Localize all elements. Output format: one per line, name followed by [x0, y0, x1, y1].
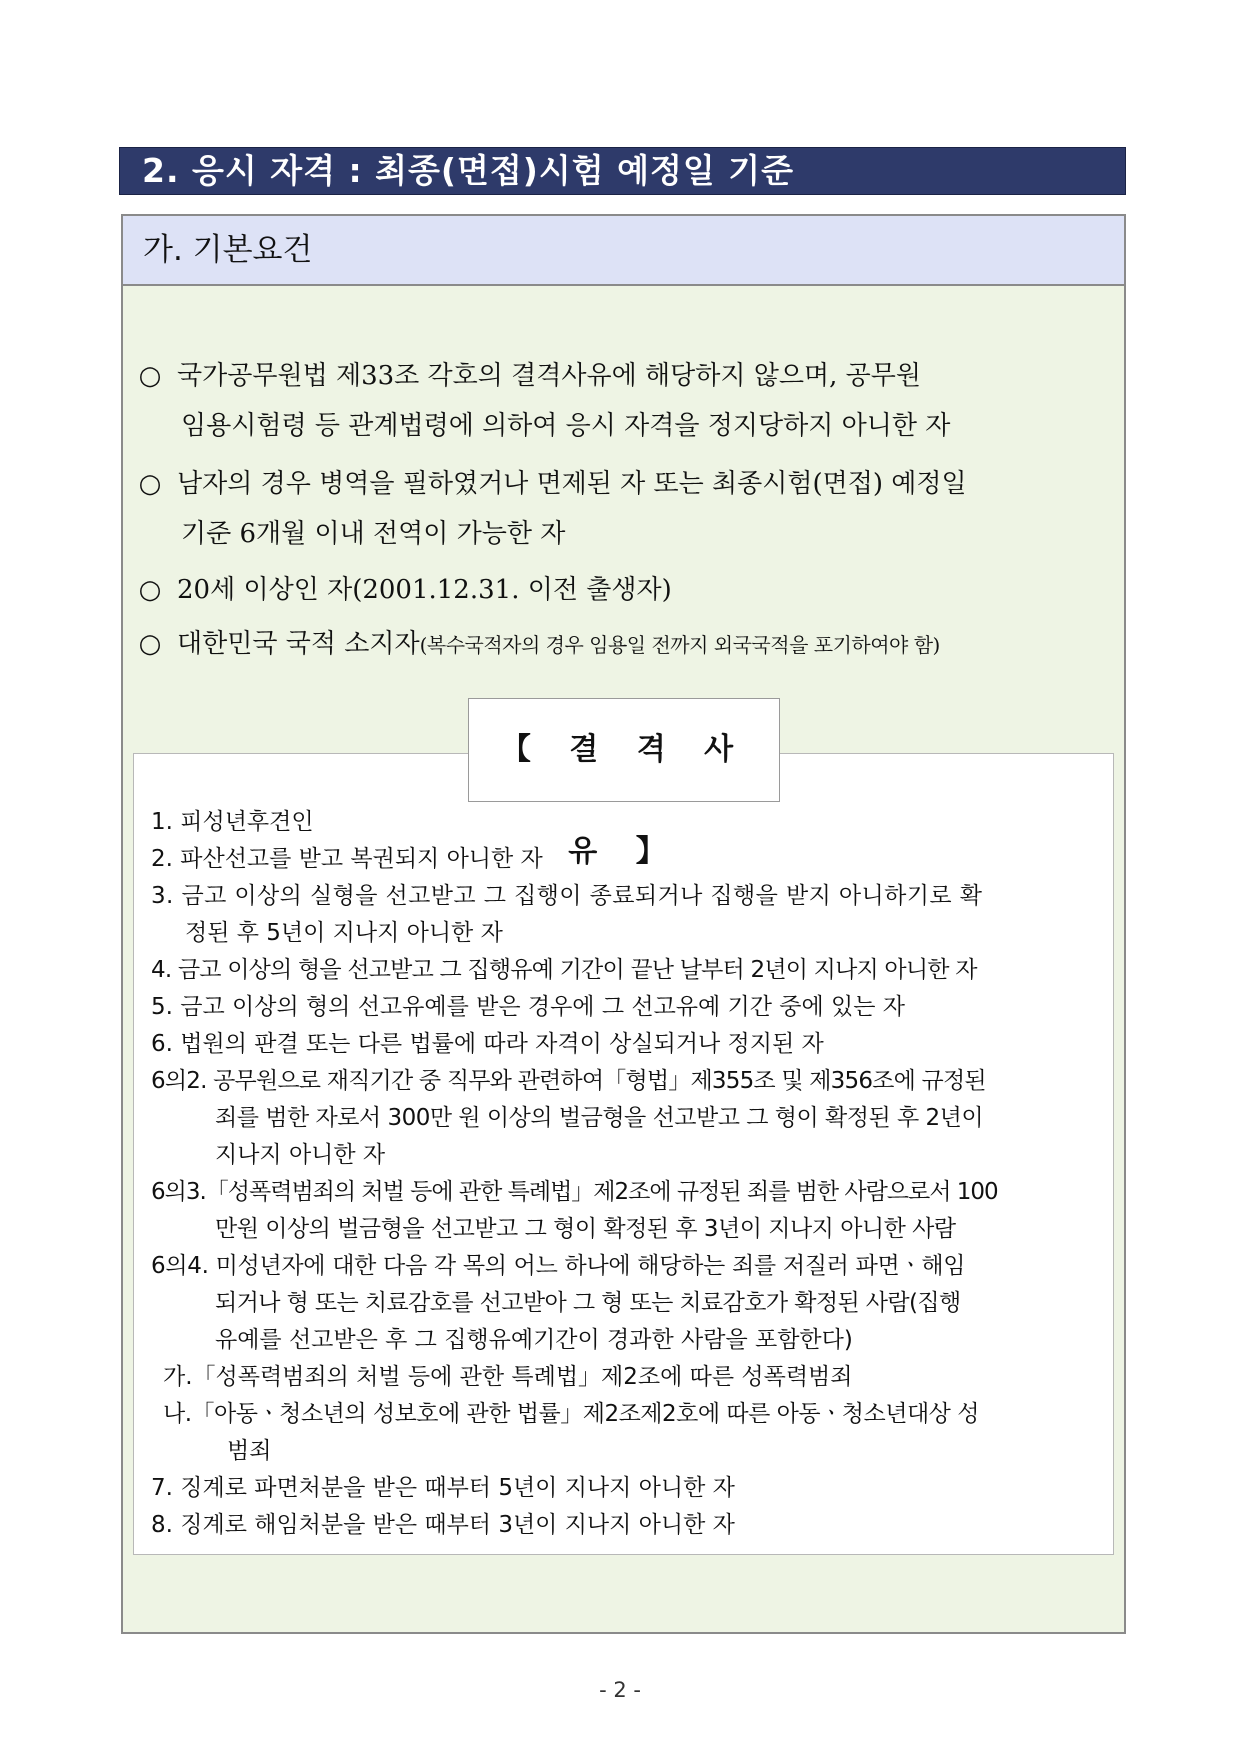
eligibility-box	[121, 214, 1126, 1634]
list-item: 되거나 형 또는 치료감호를 선고받아 그 형 또는 치료감호가 확정된 사람(집행	[215, 1290, 961, 1316]
circle-bullet-icon: ○	[138, 629, 162, 659]
circle-bullet-icon: ○	[138, 469, 162, 499]
list-item: 유예를 선고받은 후 그 집행유예기간이 경과한 사람을 포함한다)	[215, 1327, 853, 1353]
page-number: - 2 -	[599, 1678, 641, 1702]
list-item: 만원 이상의 벌금형을 선고받고 그 형이 확정된 후 3년이 지나지 아니한 사람	[215, 1216, 956, 1242]
disqualification-list	[151, 804, 1101, 1544]
requirement-2	[135, 459, 1105, 559]
list-item: 6의4. 미성년자에 대한 다음 각 목의 어느 하나에 해당하는 죄를 저질러 파면ㆍ해임	[151, 1253, 966, 1279]
disqualification-title: 【 결 격 사 유 】	[468, 698, 780, 802]
circle-bullet-icon: ○	[138, 361, 162, 391]
requirement-1	[135, 351, 1105, 451]
list-item: 범죄	[227, 1438, 272, 1464]
list-item: 8. 징계로 해임처분을 받은 때부터 3년이 지나지 아니한 자	[151, 1512, 735, 1538]
list-item: 지나지 아니한 자	[215, 1142, 386, 1168]
list-item: 죄를 범한 자로서 300만 원 이상의 벌금형을 선고받고 그 형이 확정된 후 2년이	[215, 1105, 984, 1131]
list-item: 6의3.「성폭력범죄의 처벌 등에 관한 특례법」제2조에 규정된 죄를 범한 사람으로서 100	[151, 1179, 998, 1205]
list-item: 6. 법원의 판결 또는 다른 법률에 따라 자격이 상실되거나 정지된 자	[151, 1031, 824, 1057]
list-item: 3. 금고 이상의 실형을 선고받고 그 집행이 종료되거나 집행을 받지 아니하기로 확	[151, 883, 983, 909]
list-item: 4. 금고 이상의 형을 선고받고 그 집행유예 기간이 끝난 날부터 2년이 지나지 아니한 자	[151, 957, 977, 983]
list-item: 2. 파산선고를 받고 복권되지 아니한 자	[151, 846, 543, 872]
section-header: 2. 응시 자격 : 최종(면접)시험 예정일 기준	[119, 147, 1126, 195]
requirement-2-line1: ○ 남자의 경우 병역을 필하였거나 면제된 자 또는 최종시험(면접) 예정일	[135, 459, 1105, 509]
list-item: 정된 후 5년이 지나지 아니한 자	[185, 920, 503, 946]
requirement-1-line1: ○ 국가공무원법 제33조 각호의 결격사유에 해당하지 않으며, 공무원	[135, 351, 1105, 401]
circle-bullet-icon: ○	[138, 575, 162, 605]
list-item: 1. 피성년후견인	[151, 809, 314, 835]
basic-requirements-title: 가. 기본요건	[123, 216, 1124, 286]
requirement-3: ○ 20세 이상인 자(2001.12.31. 이전 출생자)	[135, 565, 1105, 615]
list-item: 나.「아동ㆍ청소년의 성보호에 관한 법률」제2조제2호에 따른 아동ㆍ청소년대상 성	[163, 1401, 979, 1427]
list-item: 5. 금고 이상의 형의 선고유예를 받은 경우에 그 선고유예 기간 중에 있는 자	[151, 994, 905, 1020]
list-item: 7. 징계로 파면처분을 받은 때부터 5년이 지나지 아니한 자	[151, 1475, 735, 1501]
requirement-4-note: (복수국적자의 경우 임용일 전까지 외국국적을 포기하여야 함)	[419, 633, 940, 657]
requirement-4: ○ 대한민국 국적 소지자(복수국적자의 경우 임용일 전까지 외국국적을 포기하여야 함)	[135, 619, 1105, 670]
requirement-2-line2: 기준 6개월 이내 전역이 가능한 자	[181, 519, 566, 549]
requirement-1-line2: 임용시험령 등 관계법령에 의하여 응시 자격을 정지당하지 아니한 자	[181, 411, 951, 441]
list-item: 6의2. 공무원으로 재직기간 중 직무와 관련하여「형법」제355조 및 제356조에 규정된	[151, 1068, 986, 1094]
list-item: 가.「성폭력범죄의 처벌 등에 관한 특례법」제2조에 따른 성폭력범죄	[163, 1364, 853, 1390]
